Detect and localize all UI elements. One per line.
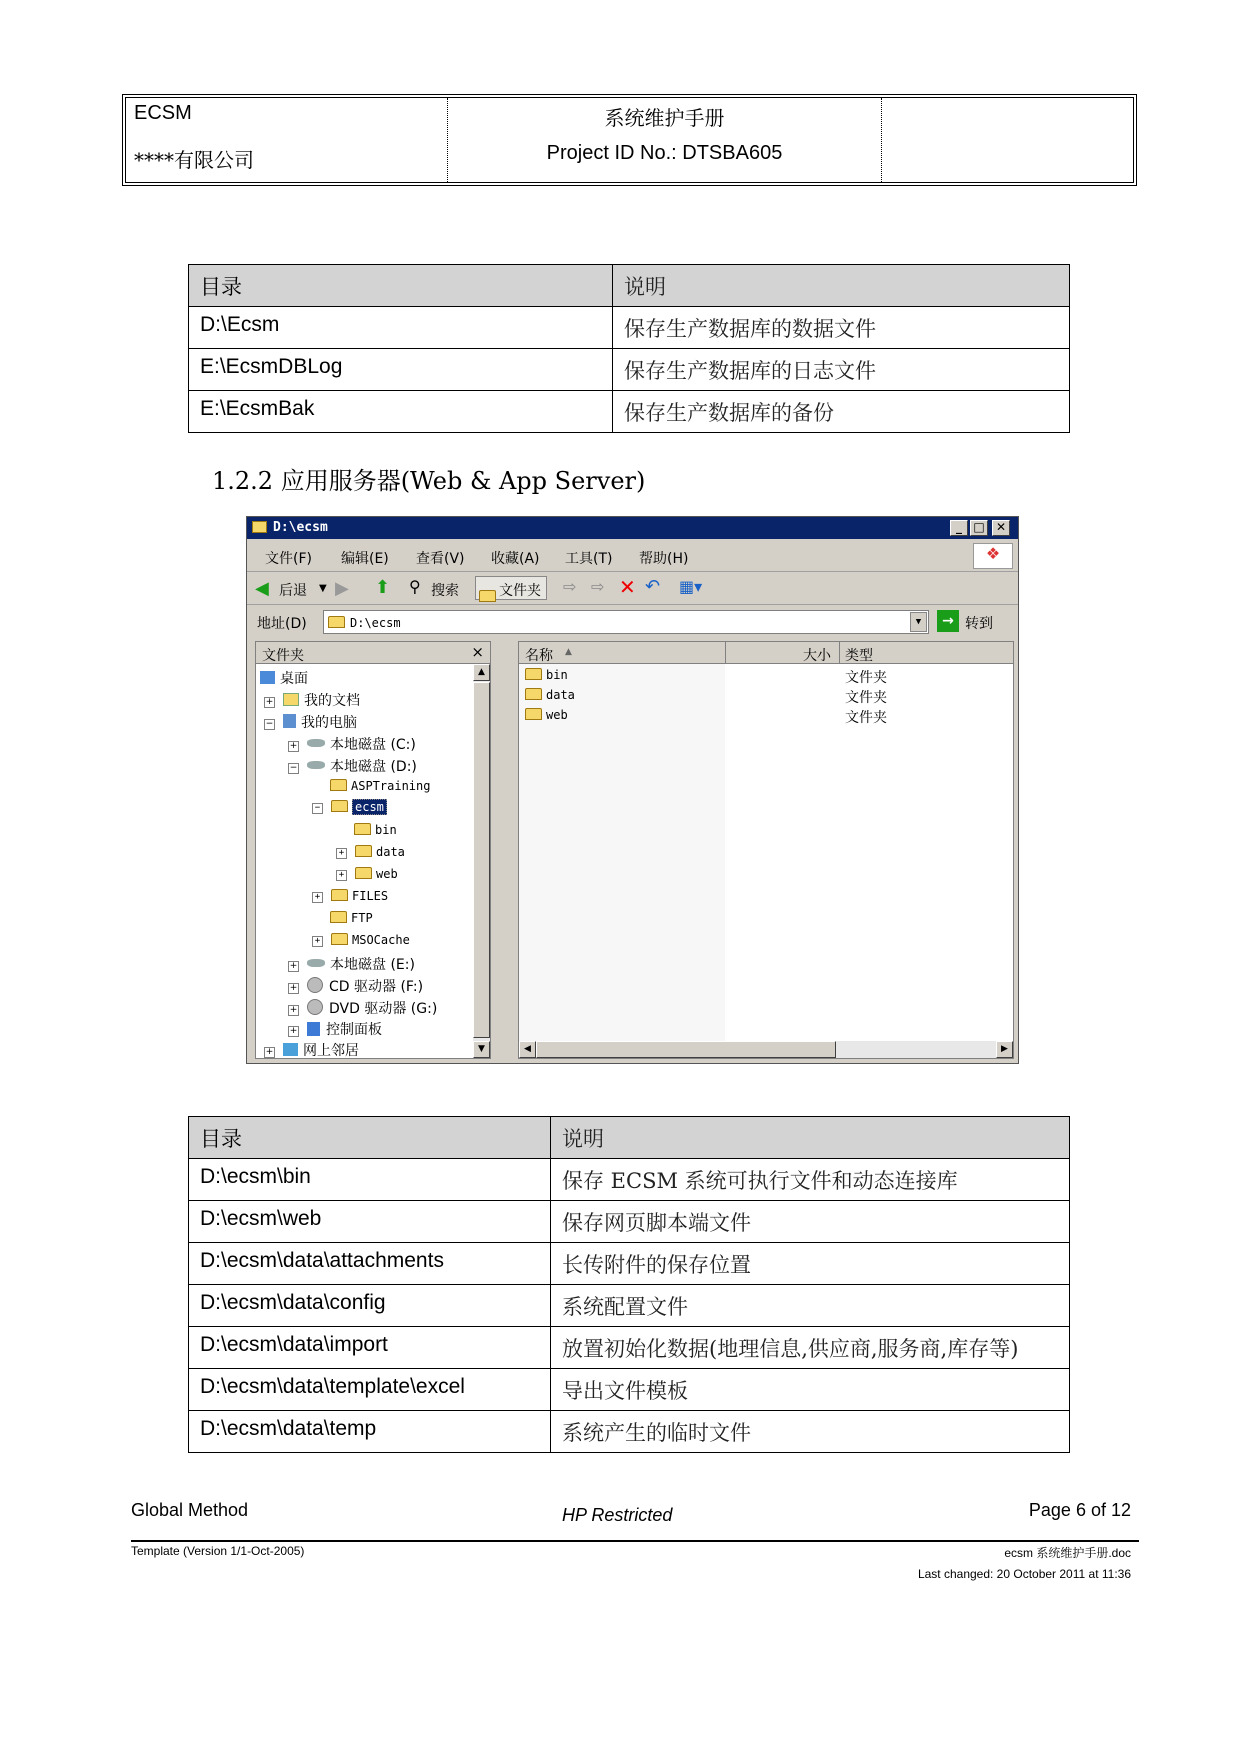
scroll-left-icon[interactable]: ◀ bbox=[519, 1041, 536, 1058]
dir-cell: D:\Ecsm bbox=[189, 307, 613, 349]
header-company: ****有限公司 bbox=[134, 148, 254, 172]
footer-template: Template (Version 1/1-Oct-2005) bbox=[131, 1544, 305, 1558]
header-left-cell bbox=[126, 98, 448, 182]
column-header-dir: 目录 bbox=[189, 1117, 551, 1159]
dir-cell: D:\ecsm\data\config bbox=[189, 1285, 551, 1327]
expand-icon[interactable]: + bbox=[336, 870, 347, 881]
go-arrow-icon[interactable]: → bbox=[937, 610, 959, 632]
header-right-cell bbox=[882, 98, 1137, 182]
menu-view[interactable]: 查看(V) bbox=[416, 551, 465, 567]
table-row bbox=[189, 1285, 1070, 1327]
scroll-thumb[interactable] bbox=[536, 1041, 836, 1058]
expand-icon[interactable]: + bbox=[312, 936, 323, 947]
scroll-down-icon[interactable]: ▼ bbox=[473, 1041, 490, 1058]
collapse-icon[interactable]: − bbox=[289, 763, 298, 773]
explorer-window bbox=[246, 516, 1019, 1064]
expand-icon[interactable]: + bbox=[265, 697, 274, 707]
folder-icon bbox=[525, 708, 542, 720]
desc-cell: 系统配置文件 bbox=[551, 1285, 1070, 1327]
folder-icon bbox=[354, 823, 371, 835]
address-input[interactable] bbox=[323, 610, 929, 634]
forward-arrow-icon[interactable]: ▶ bbox=[335, 578, 349, 599]
footer-last-changed: Last changed: 20 October 2011 at 11:36 bbox=[917, 1567, 1131, 1581]
address-label: 地址(D) bbox=[257, 616, 307, 632]
table-row bbox=[189, 1369, 1070, 1411]
folder-open-icon bbox=[252, 521, 267, 533]
windows-logo-icon: ❖ bbox=[973, 543, 1013, 569]
folder-pane-header bbox=[256, 642, 490, 664]
address-value: D:\ecsm bbox=[350, 616, 401, 630]
desc-cell: 长传附件的保存位置 bbox=[551, 1243, 1070, 1285]
folders-button-label: 文件夹 bbox=[499, 583, 541, 599]
desc-cell: 系统产生的临时文件 bbox=[551, 1411, 1070, 1453]
table-row bbox=[189, 1243, 1070, 1285]
tree-item-data[interactable]: + data bbox=[336, 845, 405, 859]
toolbar bbox=[247, 572, 1018, 605]
table-row bbox=[189, 391, 1070, 433]
tree-item-control-panel[interactable]: + 控制面板 bbox=[289, 1022, 382, 1038]
folder-icon bbox=[525, 688, 542, 700]
computer-icon bbox=[283, 714, 296, 728]
table-row bbox=[189, 307, 1070, 349]
expand-icon[interactable]: + bbox=[265, 1047, 274, 1057]
collapse-icon[interactable]: − bbox=[265, 719, 274, 729]
documents-icon bbox=[283, 693, 299, 706]
list-header bbox=[519, 642, 1013, 664]
window-titlebar bbox=[247, 517, 1018, 539]
footer-page: Page 6 of 12 bbox=[1028, 1500, 1131, 1520]
document-header bbox=[122, 94, 1137, 186]
dir-cell: E:\EcsmBak bbox=[189, 391, 613, 433]
desc-cell: 导出文件模板 bbox=[551, 1369, 1070, 1411]
folder-tree-pane bbox=[255, 641, 491, 1059]
tree-item-my-documents[interactable]: + 我的文档 bbox=[265, 693, 360, 709]
tree-item-web[interactable]: + web bbox=[336, 867, 398, 881]
expand-icon[interactable]: + bbox=[312, 892, 323, 903]
file-row-web[interactable]: web bbox=[525, 708, 568, 722]
back-dropdown-icon[interactable]: ▼ bbox=[319, 583, 327, 594]
tree-item-drive-d[interactable]: − 本地磁盘 (D:) bbox=[289, 759, 417, 775]
undo-icon[interactable]: ↶ bbox=[645, 576, 661, 597]
file-type-cell: 文件夹 bbox=[845, 670, 887, 686]
control-panel-icon bbox=[307, 1022, 320, 1036]
desc-cell: 保存生产数据库的日志文件 bbox=[613, 349, 1070, 391]
folder-icon bbox=[525, 668, 542, 680]
file-type-cell: 文件夹 bbox=[845, 710, 887, 726]
tree-item-network[interactable]: + 网上邻居 bbox=[265, 1043, 359, 1059]
menu-file[interactable]: 文件(F) bbox=[265, 551, 312, 567]
directory-table-app bbox=[188, 1116, 1070, 1453]
section-heading: 1.2.2 应用服务器(Web & App Server) bbox=[212, 467, 646, 495]
expand-icon[interactable]: + bbox=[289, 1005, 298, 1015]
table-header-row bbox=[189, 265, 1070, 307]
folder-icon bbox=[330, 911, 347, 923]
file-type-cell: 文件夹 bbox=[845, 690, 887, 706]
go-button[interactable]: 转到 bbox=[965, 616, 993, 632]
expand-icon[interactable]: + bbox=[336, 848, 347, 859]
table-row bbox=[189, 349, 1070, 391]
expand-icon[interactable]: + bbox=[289, 741, 298, 751]
scroll-up-icon[interactable]: ▲ bbox=[473, 664, 490, 681]
tree-scrollbar[interactable] bbox=[473, 664, 490, 1058]
footer-filename: ecsm 系统维护手册.doc bbox=[1004, 1546, 1131, 1560]
back-arrow-icon[interactable]: ◀ bbox=[255, 578, 269, 599]
table-row bbox=[189, 1327, 1070, 1369]
folder-icon bbox=[331, 889, 348, 901]
copy-to-icon[interactable]: ⇨ bbox=[591, 577, 605, 596]
hard-drive-icon bbox=[307, 959, 325, 967]
file-row-bin[interactable]: bin bbox=[525, 668, 568, 682]
header-doc-title: 系统维护手册 bbox=[604, 106, 725, 130]
minimize-button[interactable]: _ bbox=[950, 520, 968, 536]
desc-cell: 放置初始化数据(地理信息,供应商,服务商,库存等) bbox=[551, 1327, 1070, 1369]
hard-drive-icon bbox=[307, 739, 325, 747]
column-size[interactable]: 大小 bbox=[803, 648, 831, 664]
search-button[interactable]: 搜索 bbox=[431, 583, 459, 599]
folder-pane-close-icon[interactable]: × bbox=[471, 643, 484, 661]
folder-icon bbox=[331, 933, 348, 945]
column-header-dir: 目录 bbox=[189, 265, 613, 307]
footer-left: Global Method bbox=[131, 1500, 249, 1520]
tree-item-asptraining[interactable]: ASPTraining bbox=[330, 779, 430, 793]
collapse-icon[interactable]: − bbox=[312, 803, 323, 814]
close-button[interactable]: ✕ bbox=[992, 520, 1010, 536]
footer-rule bbox=[131, 1540, 1139, 1542]
header-project-id: Project ID No.: DTSBA605 bbox=[546, 142, 783, 164]
tree-item-desktop[interactable]: 桌面 bbox=[260, 668, 308, 688]
header-center-cell bbox=[448, 98, 882, 182]
hard-drive-icon bbox=[307, 761, 325, 769]
column-header-desc: 说明 bbox=[613, 265, 1070, 307]
desc-cell: 保存生产数据库的数据文件 bbox=[613, 307, 1070, 349]
footer-center: HP Restricted bbox=[562, 1505, 673, 1525]
scroll-thumb[interactable] bbox=[473, 682, 490, 1038]
expand-icon[interactable]: + bbox=[289, 983, 298, 993]
desc-cell: 保存生产数据库的备份 bbox=[613, 391, 1070, 433]
folder-icon bbox=[355, 867, 372, 879]
tree-item-my-computer[interactable]: − 我的电脑 bbox=[265, 715, 357, 731]
tree-item-msocache[interactable]: + MSOCache bbox=[312, 933, 410, 947]
folder-pane-title: 文件夹 bbox=[262, 648, 304, 664]
file-list-pane bbox=[518, 641, 1014, 1059]
address-folder-icon bbox=[328, 616, 349, 630]
list-scrollbar[interactable] bbox=[519, 1041, 1013, 1058]
table-header-row bbox=[189, 1117, 1070, 1159]
menu-tools[interactable]: 工具(T) bbox=[565, 551, 613, 567]
window-title: D:\ecsm bbox=[273, 520, 328, 535]
tree-item-drive-e[interactable]: + 本地磁盘 (E:) bbox=[289, 957, 415, 973]
column-name[interactable]: 名称 bbox=[525, 648, 553, 664]
tree-item-drive-c[interactable]: + 本地磁盘 (C:) bbox=[289, 737, 416, 753]
search-icon[interactable]: ⚲ bbox=[409, 577, 421, 596]
desc-cell: 保存 ECSM 系统可执行文件和动态连接库 bbox=[551, 1159, 1070, 1201]
column-type[interactable]: 类型 bbox=[845, 648, 873, 664]
folder-icon bbox=[355, 845, 372, 857]
dir-cell: D:\ecsm\data\attachments bbox=[189, 1243, 551, 1285]
tree-item-dvd-drive[interactable]: + DVD 驱动器 (G:) bbox=[289, 1001, 438, 1017]
tree-item-bin[interactable]: bin bbox=[354, 823, 397, 837]
header-product: ECSM bbox=[134, 102, 192, 124]
folder-open-icon bbox=[331, 800, 348, 812]
tree-item-ftp[interactable]: FTP bbox=[330, 911, 373, 925]
scroll-right-icon[interactable]: ▶ bbox=[996, 1041, 1013, 1058]
address-bar bbox=[247, 605, 1018, 637]
expand-icon[interactable]: + bbox=[289, 961, 298, 971]
dir-cell: D:\ecsm\data\import bbox=[189, 1327, 551, 1369]
desc-cell: 保存网页脚本端文件 bbox=[551, 1201, 1070, 1243]
cd-drive-icon bbox=[307, 977, 323, 993]
dir-cell: D:\ecsm\web bbox=[189, 1201, 551, 1243]
views-icon[interactable]: ▦▾ bbox=[679, 577, 703, 596]
table-row bbox=[189, 1201, 1070, 1243]
table-row bbox=[189, 1159, 1070, 1201]
menu-bar bbox=[247, 541, 1018, 572]
menu-help[interactable]: 帮助(H) bbox=[639, 551, 689, 567]
dir-cell: E:\EcsmDBLog bbox=[189, 349, 613, 391]
dir-cell: D:\ecsm\data\temp bbox=[189, 1411, 551, 1453]
desktop-icon bbox=[260, 671, 275, 684]
table-row bbox=[189, 1411, 1070, 1453]
tree-item-files[interactable]: + FILES bbox=[312, 889, 388, 903]
tree-item-ecsm[interactable]: − ecsm bbox=[312, 800, 387, 814]
back-button[interactable]: 后退 bbox=[279, 583, 307, 599]
address-dropdown-icon[interactable]: ▼ bbox=[910, 612, 927, 632]
column-header-desc: 说明 bbox=[551, 1117, 1070, 1159]
up-folder-icon[interactable]: ⬆ bbox=[375, 577, 391, 598]
dir-cell: D:\ecsm\bin bbox=[189, 1159, 551, 1201]
folder-icon bbox=[330, 779, 347, 791]
delete-icon[interactable]: ✕ bbox=[619, 575, 636, 599]
move-to-icon[interactable]: ⇨ bbox=[563, 577, 577, 596]
menu-edit[interactable]: 编辑(E) bbox=[341, 551, 389, 567]
expand-icon[interactable]: + bbox=[289, 1026, 298, 1036]
dvd-drive-icon bbox=[307, 999, 323, 1015]
directory-table-db bbox=[188, 264, 1070, 433]
file-row-data[interactable]: data bbox=[525, 688, 575, 702]
sort-ascending-icon: ▲ bbox=[565, 647, 572, 657]
tree-item-cd-drive[interactable]: + CD 驱动器 (F:) bbox=[289, 979, 424, 995]
menu-favorites[interactable]: 收藏(A) bbox=[491, 551, 540, 567]
network-icon bbox=[283, 1043, 298, 1056]
dir-cell: D:\ecsm\data\template\excel bbox=[189, 1369, 551, 1411]
maximize-button[interactable]: □ bbox=[970, 520, 988, 536]
